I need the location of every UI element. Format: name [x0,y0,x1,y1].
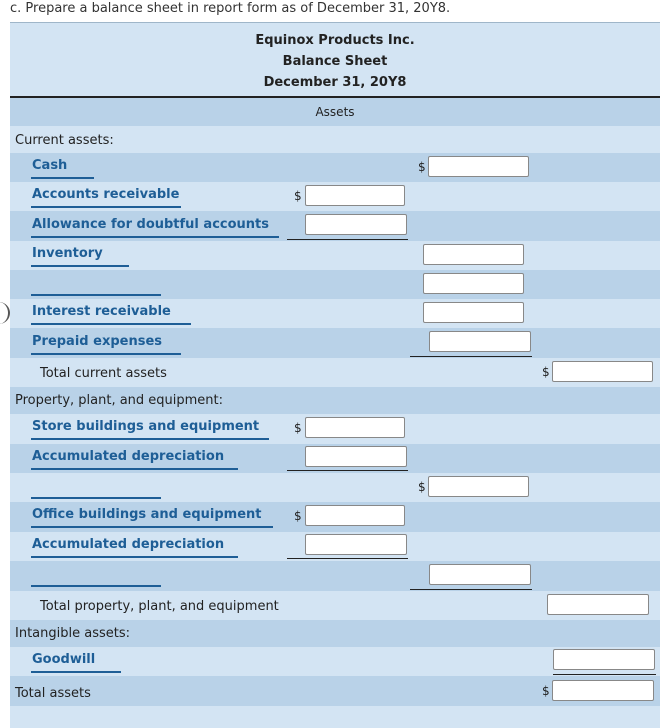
dollar-sign-office: $ [294,509,302,523]
current-assets-heading: Current assets: [15,133,114,148]
amount-allowance-input[interactable] [305,214,407,235]
amount-accum-dep-2-input[interactable] [305,534,407,555]
subtotal-rule-store [287,470,408,471]
row-ppe-heading [10,387,660,414]
amount-net-office-input[interactable] [429,564,531,585]
subtotal-rule-ar [287,239,408,240]
balance-sheet [10,22,660,728]
subtotal-rule-ppe [410,589,532,590]
amount-office-input[interactable] [305,505,405,526]
amount-interest-receivable-input[interactable] [423,302,524,323]
account-inventory[interactable]: Inventory [31,245,129,267]
total-assets-label: Total assets [15,686,91,701]
amount-goodwill-input[interactable] [553,649,655,670]
amount-total-current-input[interactable] [552,361,653,382]
amount-store-input[interactable] [305,417,405,438]
row-assets-heading [10,98,660,126]
account-accum-dep-2[interactable]: Accumulated depreciation [31,536,238,558]
account-accum-dep-1[interactable]: Accumulated depreciation [31,448,238,470]
amount-accum-dep-1-input[interactable] [305,446,407,467]
subtotal-rule-intangible [553,674,656,675]
amount-inventory-input[interactable] [423,273,524,294]
total-current-assets-label: Total current assets [40,366,167,381]
amount-net-store-input[interactable] [428,476,529,497]
assets-heading: Assets [315,105,355,119]
statement-title: Balance Sheet [282,54,388,69]
dollar-sign-ar: $ [294,189,302,203]
amount-net-ar-input[interactable] [423,244,524,265]
dollar-sign-cash: $ [418,160,426,174]
scroll-marker [0,302,10,324]
amount-total-assets-input[interactable] [552,680,654,701]
row-trailing [10,706,660,728]
subtotal-rule-current [410,356,532,357]
account-blank-2[interactable] [31,479,161,499]
account-blank-3[interactable] [31,567,161,587]
dollar-sign-store: $ [294,421,302,435]
ppe-heading: Property, plant, and equipment: [15,393,224,408]
total-ppe-label: Total property, plant, and equipment [40,599,279,614]
statement-date: December 31, 20Y8 [263,75,407,90]
row-intangible-heading [10,620,660,647]
account-prepaid-expenses[interactable]: Prepaid expenses [31,333,181,355]
question-prompt: c. Prepare a balance sheet in report form as of December 31, 20Y8. [10,1,451,16]
row-current-assets [10,126,660,153]
amount-total-ppe-input[interactable] [547,594,649,615]
account-allowance[interactable]: Allowance for doubtful accounts [31,216,279,238]
account-store-buildings[interactable]: Store buildings and equipment [31,418,269,440]
account-office-buildings[interactable]: Office buildings and equipment [31,506,273,528]
dollar-sign-total-current: $ [542,365,550,379]
intangible-heading: Intangible assets: [15,626,130,641]
account-cash[interactable]: Cash [31,157,94,179]
dollar-sign-net-store: $ [418,480,426,494]
account-accounts-receivable[interactable]: Accounts receivable [31,186,181,208]
row-cash [10,153,660,182]
account-blank-1[interactable] [31,276,161,296]
dollar-sign-total-assets: $ [542,684,550,698]
subtotal-rule-office [287,558,408,559]
amount-ar-input[interactable] [305,185,405,206]
account-goodwill[interactable]: Goodwill [31,651,121,673]
amount-cash-input[interactable] [428,156,529,177]
account-interest-receivable[interactable]: Interest receivable [31,303,191,325]
company-name: Equinox Products Inc. [255,33,415,48]
amount-prepaid-input[interactable] [429,331,531,352]
